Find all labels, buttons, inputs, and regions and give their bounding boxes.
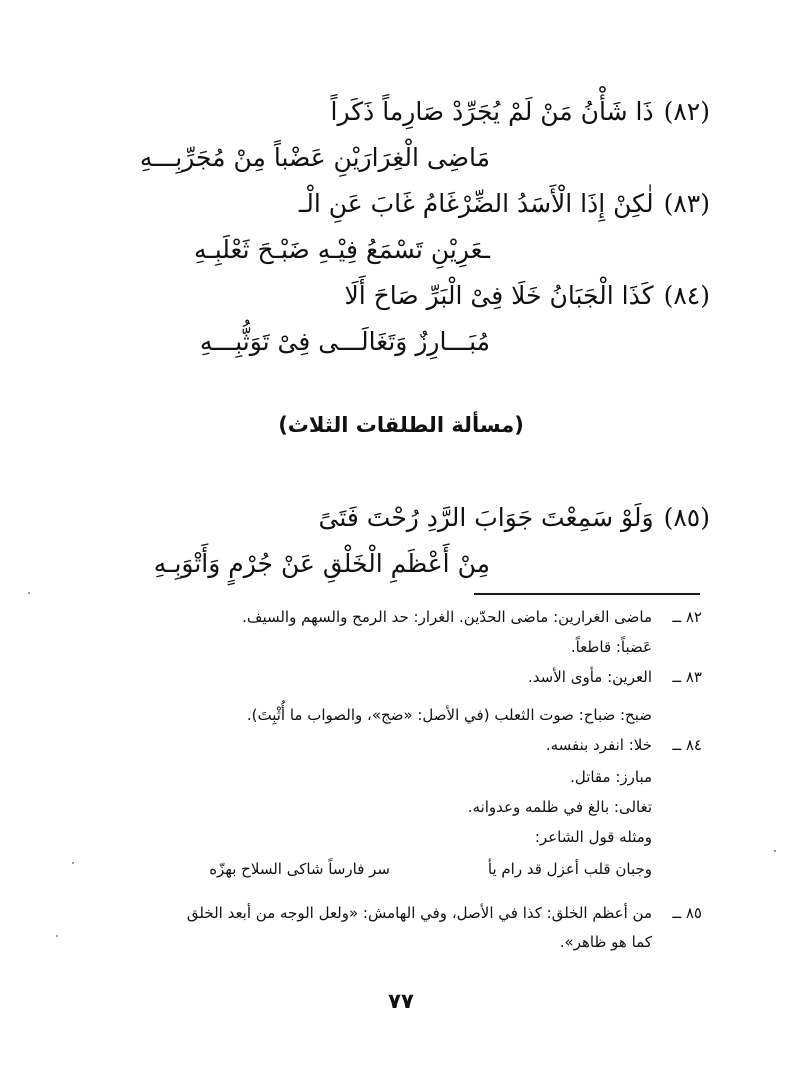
- section-heading: (مسألة الطلقات الثلاث): [278, 413, 524, 437]
- footnote-82-line-1: ماضى الغرارين: ماضى الحدّين. الغرار: حد الرمح والسهم والسيف.: [242, 608, 652, 626]
- footnote-85-line-2: كما هو ظاهر».: [559, 933, 652, 951]
- verse-83-line-1: [299, 184, 710, 224]
- footnote-84-verse-second-hemistich: سر فارساً شاكى السلاح بهزّه: [209, 860, 390, 878]
- verse-82-line-1: [331, 92, 710, 132]
- footnote-84-line-4: ومثله قول الشاعر:: [534, 828, 652, 846]
- footnote-85-line-1: من أعظم الخلق: كذا في الأصل، وفي الهامش: «ولعل الوجه من أبعد الخلق: [186, 904, 652, 922]
- footnote-84-line-2: مبارز: مقاتل.: [570, 768, 652, 786]
- verse-85-line-2: [154, 544, 490, 584]
- footnote-82-line-2: عَضباً: قاطعاً.: [570, 638, 652, 656]
- scan-speck: [72, 862, 74, 864]
- scan-speck: [774, 850, 776, 852]
- verse-85-line-1: [319, 498, 711, 538]
- verse-82-line-2: [140, 138, 490, 178]
- verse-82-number: (٨٢): [663, 97, 710, 126]
- footnote-83-line-1: العرين: مأوى الأسد.: [528, 668, 652, 686]
- verse-84-text-2: مُبَـــارِزٌ وَتَغَالَـــى فِىْ تَوَثُّبِـــهِ: [199, 327, 490, 356]
- verse-83-line-2: [194, 230, 490, 270]
- scan-speck: [56, 935, 58, 937]
- verse-83-text-1: لٰكِنْ إِذَا الْأَسَدُ الضِّرْغَامُ غَابَ عَنِ الْـ: [298, 189, 654, 218]
- footnote-84-number: ٨٤ ــ: [672, 736, 702, 754]
- verse-82-text-2: مَاضِى الْغِرَارَيْنِ عَضْباً مِنْ مُجَرِّبِـــهِ: [139, 143, 490, 172]
- footnote-82-number: ٨٢ ــ: [672, 608, 702, 626]
- verse-84-text-1: كَذَا الْجَبَانُ خَلَا فِىْ الْبَرِّ صَاحَ أَلَا: [344, 281, 654, 310]
- verse-84-number: (٨٤): [663, 281, 710, 310]
- verse-85-text-1: وَلَوْ سَمِعْتَ جَوَابَ الرَّدِ رُحْتَ فَتَىً: [318, 503, 654, 532]
- footnote-84-line-1: خلا: انفرد بنفسه.: [545, 736, 652, 754]
- verse-83-number: (٨٣): [663, 189, 710, 218]
- verse-84-line-1: [344, 276, 710, 316]
- verse-83-text-2: ـعَرِيْنِ تَسْمَعُ فِيْـهِ ضَبْـحَ ثَعْلَبِـهِ: [194, 235, 490, 264]
- footnote-83-line-2: ضبح: ضباح: صوت الثعلب (في الأصل: «ضج»، والصواب ما أُثْبِتَ).: [246, 706, 652, 724]
- footnote-divider: [474, 593, 700, 595]
- footnote-84-line-3: تغالى: بالغ في ظلمه وعدوانه.: [467, 798, 652, 816]
- page-number: ٧٧: [388, 989, 414, 1013]
- verse-82-text-1: ذَا شَأْنُ مَنْ لَمْ يُجَرِّدْ صَارِماً ذَكَراً: [330, 97, 654, 126]
- footnote-85-number: ٨٥ ــ: [672, 904, 702, 922]
- verse-84-line-2: [200, 322, 490, 362]
- scan-speck: [28, 592, 30, 594]
- verse-85-text-2: مِنْ أَعْظَمِ الْخَلْقِ عَنْ جُرْمٍ وَأَتْوَبِـهِ: [153, 549, 490, 578]
- verse-85-number: (٨٥): [663, 503, 710, 532]
- footnote-83-number: ٨٣ ــ: [672, 668, 702, 686]
- footnote-84-verse-first-hemistich: وجبان قلب أعزل قد رام يأ: [487, 860, 652, 878]
